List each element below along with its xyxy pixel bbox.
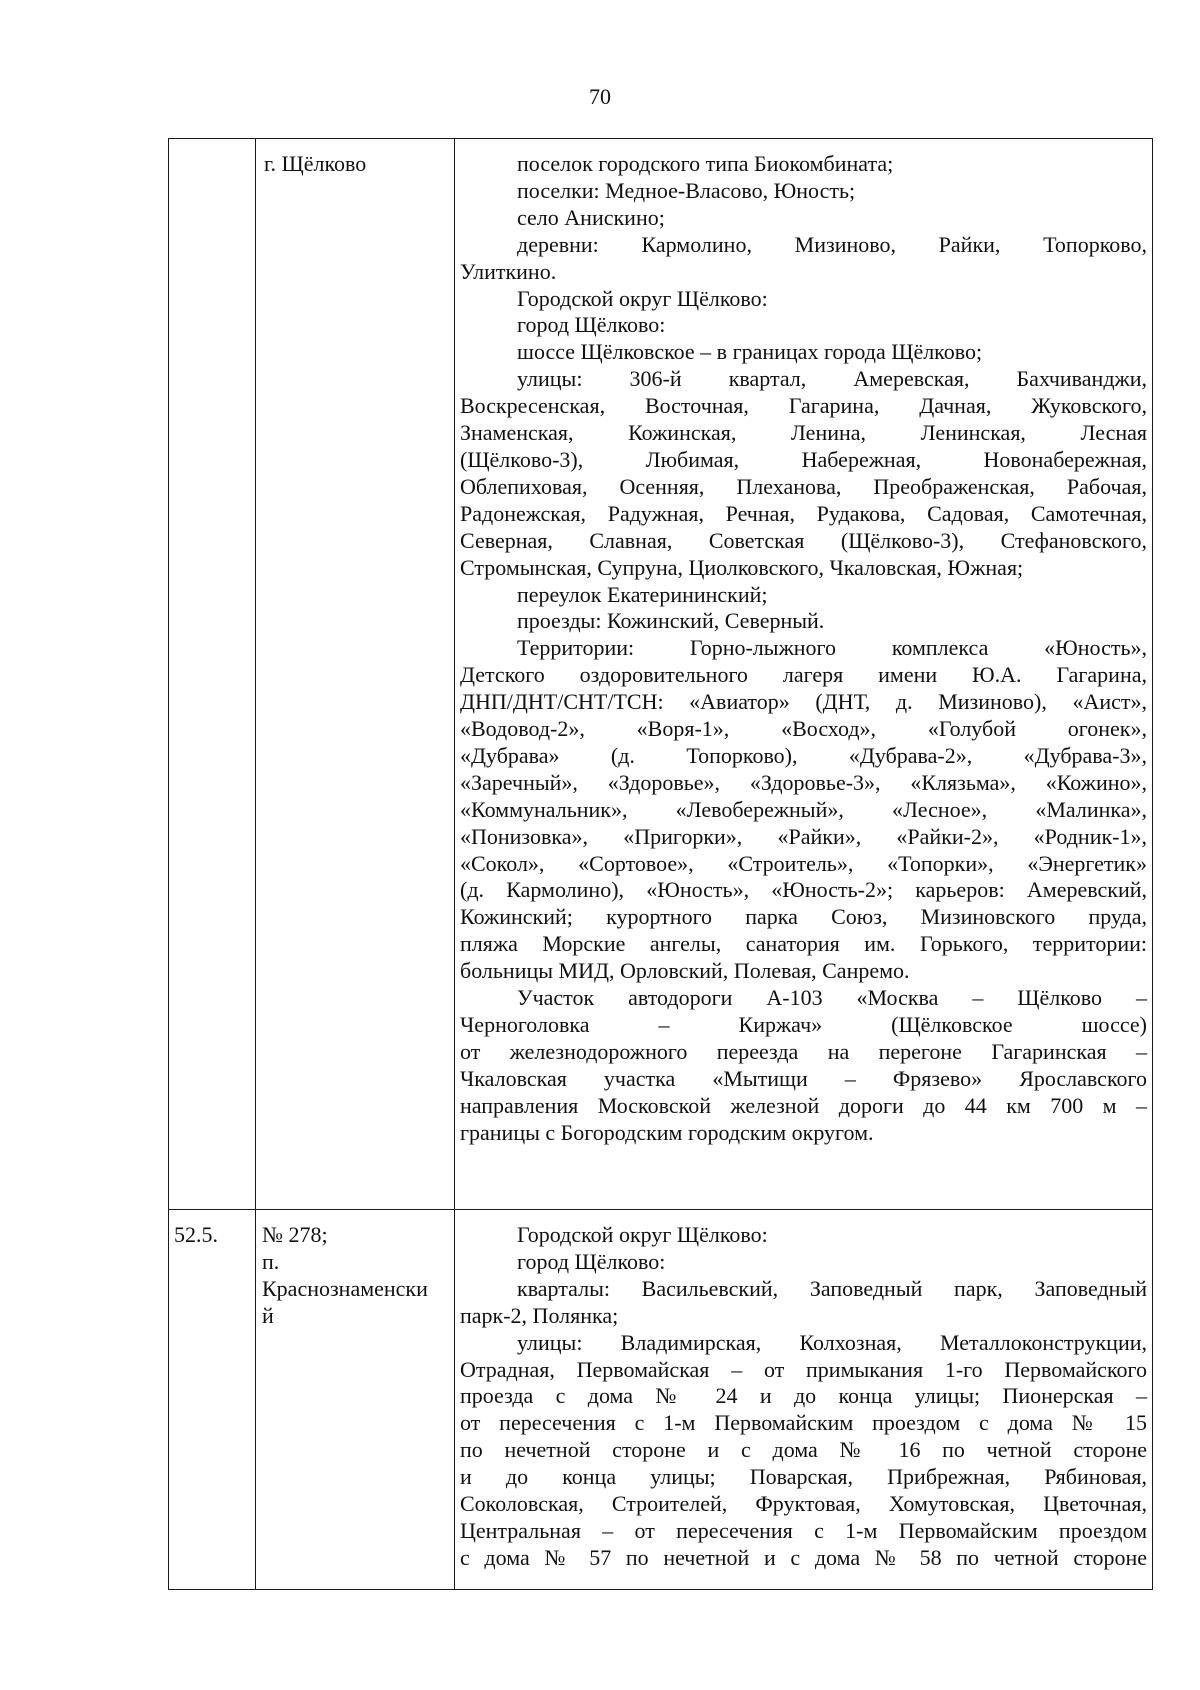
table-border-top — [168, 138, 1153, 139]
table-border-bottom — [168, 1589, 1153, 1590]
address-line: Городской округ Щёлково: — [517, 1222, 768, 1247]
address-line: Участок автодороги А-103 «Москва – Щёлково – — [517, 985, 1147, 1011]
address-line: Улиткино. — [460, 258, 557, 284]
address-line: Черноголовка – Киржач» (Щёлковское шоссе) — [460, 1012, 1147, 1037]
address-line: проезда с дома № 24 и до конца улицы; Пионерская – — [460, 1383, 1147, 1409]
address-line: Облепиховая, Осенняя, Плеханова, Преображенская, Рабочая, — [460, 473, 1147, 499]
address-line: поселок городского типа Биокомбината; — [517, 151, 894, 176]
address-line: ДНП/ДНТ/СНТ/ТСН: «Авиатор» (ДНТ, д. Мизиново), «Аист», — [460, 689, 1147, 715]
address-line: «Коммунальник», «Левобережный», «Лесное», «Малинка», — [460, 796, 1147, 822]
address-line: проезды: Кожинский, Северный. — [517, 608, 825, 634]
column-divider-1 — [255, 138, 256, 1590]
table-border-left — [168, 138, 169, 1590]
address-line: Северная, Славная, Советская (Щёлково-3), Стефановского, — [460, 527, 1147, 553]
address-line: парк-2, Полянка; — [460, 1302, 619, 1328]
address-line: «Дубрава» (д. Топорково), «Дубрава-2», «Дубрава-3», — [460, 742, 1147, 768]
address-line: Стромынская, Супруна, Циолковского, Чкаловская, Южная; — [460, 554, 1024, 580]
locality-name-line: № 278; — [262, 1222, 328, 1247]
address-list-cell — [460, 151, 1147, 1147]
address-line: Детского оздоровительного лагеря имени Ю.А. Гагарина, — [460, 662, 1147, 688]
address-line: и до конца улицы; Поварская, Прибрежная, Рябиновая, — [460, 1464, 1147, 1490]
address-line: «Сокол», «Сортовое», «Строитель», «Топорки», «Энергетик» — [460, 850, 1147, 876]
address-line: город Щёлково: — [517, 312, 666, 338]
address-line: город Щёлково: — [517, 1248, 666, 1274]
address-line: Кожинский; курортного парка Союз, Мизиновского пруда, — [460, 904, 1147, 930]
address-line: деревни: Кармолино, Мизиново, Райки, Топорково, — [517, 231, 1147, 257]
address-line: улицы: 306-й квартал, Амеревская, Бахчиванджи, — [517, 366, 1147, 392]
address-line: границы с Богородским городским округом. — [460, 1119, 874, 1145]
column-divider-2 — [454, 138, 455, 1590]
address-line: кварталы: Васильевский, Заповедный парк, Заповедный — [517, 1275, 1147, 1301]
address-line: Воскресенская, Восточная, Гагарина, Дачная, Жуковского, — [460, 393, 1147, 419]
address-line: Соколовская, Строителей, Фруктовая, Хомутовская, Цветочная, — [460, 1491, 1147, 1517]
address-line: направления Московской железной дороги до 44 км 700 м – — [460, 1092, 1147, 1118]
table-border-right — [1152, 138, 1153, 1590]
address-line: улицы: Владимирская, Колхозная, Металлоконструкции, — [517, 1329, 1147, 1355]
row-number-cell: 52.5. — [174, 1222, 218, 1247]
address-line: от пересечения с 1-м Первомайским проездом с дома № 15 — [460, 1410, 1147, 1436]
row-divider — [168, 1209, 1153, 1210]
address-line: шоссе Щёлковское – в границах города Щёлково; — [517, 339, 983, 365]
page-number: 70 — [589, 84, 611, 109]
address-line: Отрадная, Первомайская – от примыкания 1-го Первомайского — [460, 1356, 1147, 1382]
address-line: (д. Кармолино), «Юность», «Юность-2»; карьеров: Амеревский, — [460, 877, 1147, 903]
locality-name-cell: г. Щёлково — [264, 151, 367, 176]
address-list-cell — [460, 1222, 1147, 1572]
address-line: Знаменская, Кожинская, Ленина, Ленинская, Лесная — [460, 420, 1147, 446]
address-line: от железнодорожного переезда на перегоне Гагаринская – — [460, 1038, 1147, 1064]
address-line: пляжа Морские ангелы, санатория им. Горького, территории: — [460, 931, 1147, 957]
locality-name-line: п. — [262, 1248, 280, 1274]
address-line: Центральная – от пересечения с 1-м Первомайским проездом — [460, 1517, 1147, 1543]
address-line: по нечетной стороне и с дома № 16 по четной стороне — [460, 1437, 1147, 1463]
address-line: (Щёлково-3), Любимая, Набережная, Новонабережная, — [460, 446, 1147, 472]
address-line: «Заречный», «Здоровье», «Здоровье-3», «Клязьма», «Кожино», — [460, 769, 1147, 795]
address-line: с дома № 57 по нечетной и с дома № 58 по четной стороне — [460, 1544, 1147, 1570]
address-line: Радонежская, Радужная, Речная, Рудакова, Садовая, Самотечная, — [460, 500, 1147, 526]
address-line: «Водовод-2», «Воря-1», «Восход», «Голубой огонек», — [460, 716, 1147, 742]
address-line: поселки: Медное-Власово, Юность; — [517, 177, 856, 203]
address-line: Чкаловская участка «Мытищи – Фрязево» Ярославского — [460, 1065, 1147, 1091]
locality-name-line: Краснознаменски — [262, 1275, 428, 1301]
locality-name-line: й — [262, 1302, 274, 1328]
locality-name-cell — [262, 1222, 452, 1330]
address-line: больницы МИД, Орловский, Полевая, Санремо. — [460, 958, 910, 984]
address-line: переулок Екатерининский; — [517, 581, 768, 607]
address-line: Территории: Горно-лыжного комплекса «Юность», — [517, 635, 1147, 661]
address-line: село Анискино; — [517, 204, 665, 230]
address-line: «Понизовка», «Пригорки», «Райки», «Райки-2», «Родник-1», — [460, 823, 1147, 849]
address-line: Городской округ Щёлково: — [517, 285, 768, 311]
